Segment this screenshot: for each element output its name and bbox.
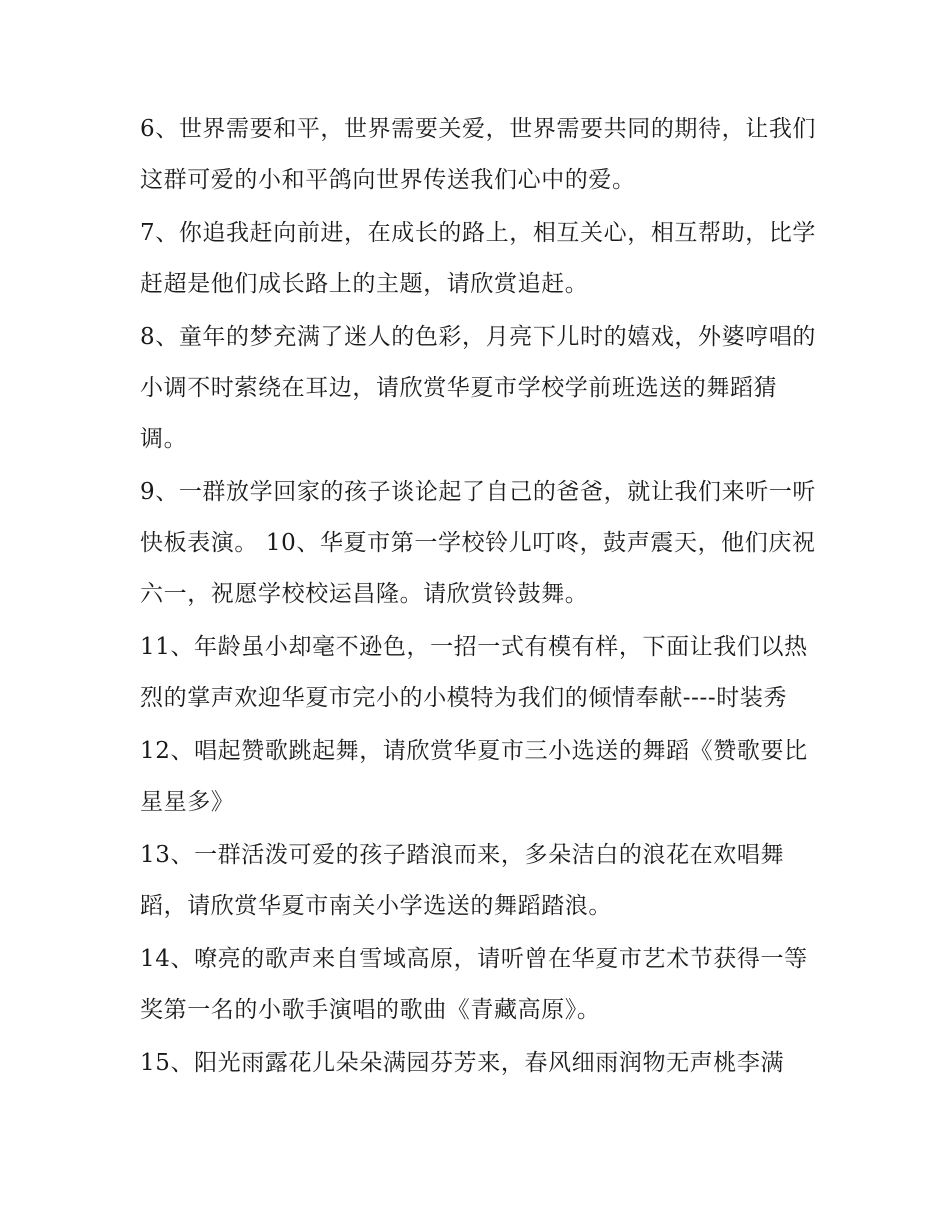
paragraph-11: 11、年龄虽小却毫不逊色，一招一式有模有样，下面让我们以热烈的掌声欢迎华夏市完小的小模特为我们的倾情奉献----时装秀 xyxy=(140,634,808,711)
document-body xyxy=(140,104,820,1091)
paragraph-14: 14、嘹亮的歌声来自雪域高原，请听曾在华夏市艺术节获得一等奖第一名的小歌手演唱的歌曲《青藏高原》。 xyxy=(140,946,808,1023)
paragraph-6: 6、世界需要和平，世界需要关爱，世界需要共同的期待，让我们这群可爱的小和平鸽向世界传送我们心中的爱。 xyxy=(140,116,817,193)
paragraph-13: 13、一群活泼可爱的孩子踏浪而来，多朵洁白的浪花在欢唱舞蹈，请欣赏华夏市南关小学选送的舞蹈踏浪。 xyxy=(140,842,785,919)
paragraph-15: 15、阳光雨露花儿朵朵满园芬芳来，春风细雨润物无声桃李满 xyxy=(140,1050,785,1076)
paragraph-8: 8、童年的梦充满了迷人的色彩，月亮下儿时的嬉戏，外婆哼唱的小调不时萦绕在耳边，请欣赏华夏市学校学前班选送的舞蹈猜调。 xyxy=(140,324,817,452)
paragraph-9-10: 9、一群放学回家的孩子谈论起了自己的爸爸，就让我们来听一听快板表演。 10、华夏市第一学校铃儿叮咚，鼓声震天，他们庆祝六一，祝愿学校校运昌隆。请欣赏铃鼓舞。 xyxy=(140,479,817,607)
paragraph-12: 12、唱起赞歌跳起舞，请欣赏华夏市三小选送的舞蹈《赞歌要比星星多》 xyxy=(140,738,808,815)
paragraph-7: 7、你追我赶向前进，在成长的路上，相互关心，相互帮助，比学赶超是他们成长路上的主题，请欣赏追赶。 xyxy=(140,220,817,297)
